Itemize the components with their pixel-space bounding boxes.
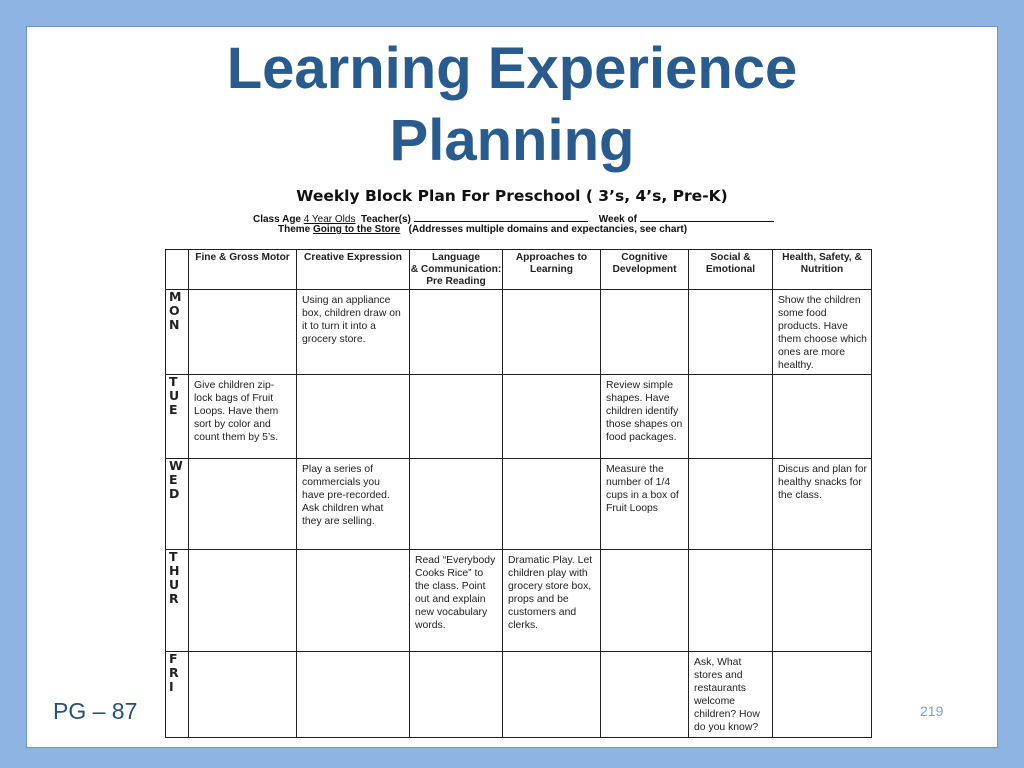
table-cell	[410, 652, 503, 738]
week-label: Week of	[598, 214, 637, 225]
table-cell	[189, 290, 297, 375]
title-line-1: Learning Experience	[226, 36, 798, 101]
table-cell	[410, 375, 503, 459]
table-cell: Play a series of commercials you have pre-recorded. Ask children what they are selling.	[297, 459, 410, 550]
column-header: Fine & Gross Motor	[189, 250, 297, 290]
table-cell: Read “Everybody Cooks Rice” to the class. Point out and explain new vocabulary words.	[410, 550, 503, 652]
teacher-label: Teacher(s)	[361, 214, 411, 225]
table-cell: Dramatic Play. Let children play with grocery store box, props and be customers and clerks.	[503, 550, 601, 652]
table-cell: Measure the number of 1/4 cups in a box of Fruit Loops	[601, 459, 689, 550]
table-cell	[773, 550, 872, 652]
slide-number: 219	[920, 703, 944, 719]
table-cell: Give children zip-lock bags of Fruit Loops. Have them sort by color and count them by 5’s.	[189, 375, 297, 459]
table-cell	[410, 459, 503, 550]
theme-label: Theme	[278, 224, 311, 235]
table-cell	[297, 550, 410, 652]
day-label: T U E	[166, 375, 189, 459]
day-header	[166, 250, 189, 290]
table-cell: Using an appliance box, children draw on it to turn it into a grocery store.	[297, 290, 410, 375]
table-cell	[503, 290, 601, 375]
title-line-2: Planning	[389, 108, 635, 173]
table-cell	[410, 290, 503, 375]
theme-note: (Addresses multiple domains and expectancies, see chart)	[408, 224, 688, 235]
slide	[26, 26, 998, 748]
table-row	[166, 290, 872, 375]
day-label: W E D	[166, 459, 189, 550]
table-cell	[601, 290, 689, 375]
table-cell	[773, 375, 872, 459]
table-row	[166, 550, 872, 652]
theme-line	[253, 224, 873, 235]
table-cell	[689, 459, 773, 550]
table-cell	[189, 652, 297, 738]
theme-value: Going to the Store	[313, 224, 401, 235]
week-blank	[640, 212, 774, 222]
weekly-plan-table	[165, 249, 872, 738]
table-cell	[689, 550, 773, 652]
column-header: Approaches to Learning	[503, 250, 601, 290]
table-cell	[601, 652, 689, 738]
table-cell	[503, 652, 601, 738]
table-cell	[297, 652, 410, 738]
table-cell: Review simple shapes. Have children identify those shapes on food packages.	[601, 375, 689, 459]
teacher-blank	[414, 212, 588, 222]
table-cell: Discus and plan for healthy snacks for the class.	[773, 459, 872, 550]
column-header: Language & Communication: Pre Reading	[410, 250, 503, 290]
column-header: Social & Emotional	[689, 250, 773, 290]
column-header: Creative Expression	[297, 250, 410, 290]
table-cell	[503, 459, 601, 550]
table-row	[166, 652, 872, 738]
slide-title	[27, 33, 997, 177]
table-cell	[601, 550, 689, 652]
document-title: Weekly Block Plan For Preschool ( 3’s, 4’s, Pre-K)	[296, 187, 728, 205]
class-age-value: 4 Year Olds	[303, 214, 356, 225]
class-age-label: Class Age	[253, 214, 301, 225]
day-label: T H U R	[166, 550, 189, 652]
table-cell	[297, 375, 410, 459]
table-cell	[689, 290, 773, 375]
table-row	[166, 375, 872, 459]
table-cell: Show the children some food products. Have them choose which ones are more healthy.	[773, 290, 872, 375]
page-label: PG – 87	[53, 698, 138, 724]
day-label: F R I	[166, 652, 189, 738]
column-header: Health, Safety, & Nutrition	[773, 250, 872, 290]
table-cell	[689, 375, 773, 459]
table-row	[166, 459, 872, 550]
header-row	[166, 250, 872, 290]
table-cell	[189, 550, 297, 652]
table-cell: Ask, What stores and restaurants welcome children? How do you know?	[689, 652, 773, 738]
column-header: Cognitive Development	[601, 250, 689, 290]
table-cell	[773, 652, 872, 738]
table-cell	[503, 375, 601, 459]
day-label: M O N	[166, 290, 189, 375]
table-cell	[189, 459, 297, 550]
